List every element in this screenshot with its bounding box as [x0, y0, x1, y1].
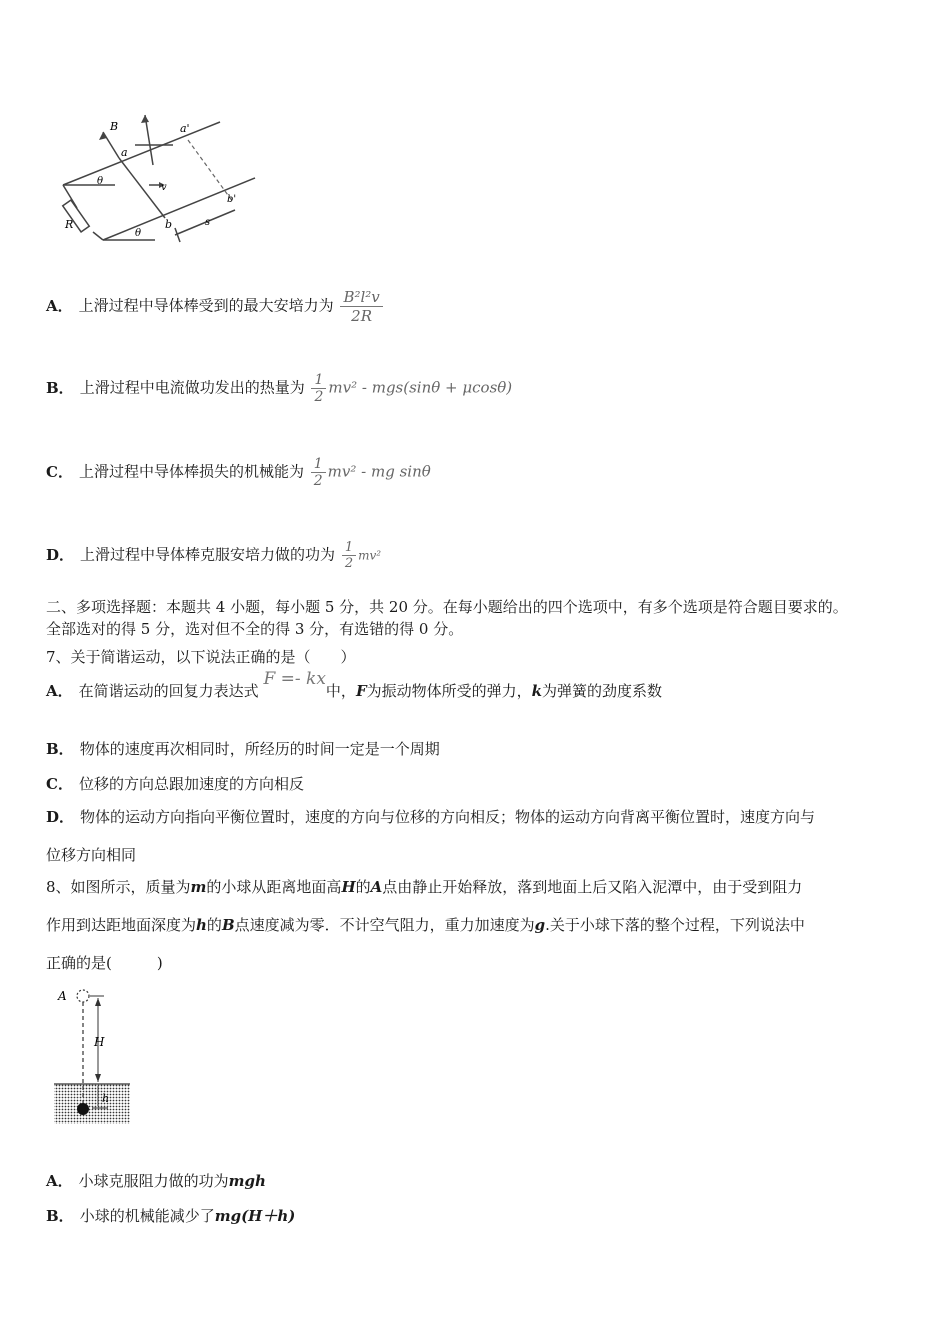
q8-stem: 8、如图所示，质量为m的小球从距离地面高H的A点由静止开始释放，落到地面上后又陷入泥潭中，由于受到阻力 作用到达距地面深度为h的B点速度减为零．不计空气阻力，重力加速度为g.关于小球下落的整个过程，下列说法中 正确的是( ): [46, 878, 805, 972]
ball-mud-figure: [52, 982, 142, 1128]
hooke-formula: F =- kx: [263, 669, 326, 689]
label-B: B: [110, 120, 119, 133]
q7-option-a: A． 在简谐运动的回复力表达式 F =- kx中，F为振动物体所受的弹力，k为弹簧的劲度系数: [46, 669, 663, 700]
fraction-b2l2v-over-2r: $\frac{\text{B²l²v}}{2R}$: [340, 288, 382, 325]
q7-option-c: C． 位移的方向总跟加速度的方向相反: [46, 775, 304, 793]
q8-option-a: A． 小球克服阻力做的功为mgh: [46, 1172, 266, 1190]
label-R: R: [65, 218, 74, 231]
fraction-one-half: $\frac{1}{2}$: [342, 540, 356, 571]
label-a-prime: a': [180, 122, 190, 135]
q6-option-a: A． 上滑过程中导体棒受到的最大安培力为 $\frac{\text{B²l²v}}{2R}$: [46, 288, 385, 325]
section-heading: 二、多项选择题：本题共 4 小题，每小题 5 分，共 20 分。在每小题给出的四个选项中，有多个选项是符合题目要求的。 全部选对的得 5 分，选对但不全的得 3 分，有选错的得 0 分。: [46, 598, 848, 638]
q6-option-d: D． 上滑过程中导体棒克服安培力做的功为 $\frac{1}{2}$ mv²: [46, 540, 382, 571]
q7-stem: 7、关于简谐运动，以下说法正确的是（ ）: [46, 648, 356, 666]
q7-option-d: D． 物体的运动方向指向平衡位置时，速度的方向与位移的方向相反；物体的运动方向背离平衡位置时，速度方向与 位移方向相同: [46, 808, 816, 864]
q7-option-b: B． 物体的速度再次相同时，所经历的时间一定是一个周期: [46, 740, 440, 758]
label-b-prime: b': [227, 194, 237, 205]
fig-label-A: A: [58, 989, 67, 1003]
label-a: a: [121, 146, 128, 159]
q6-option-b: B． 上滑过程中电流做功发出的热量为 $\frac{1}{2}$ mv² - mgs(sinθ + μcosθ): [46, 372, 513, 405]
fig-label-H: H: [94, 1035, 105, 1049]
label-theta-bottom: θ: [135, 228, 142, 239]
incline-rails-figure: [55, 110, 265, 255]
fraction-one-half: $\frac{1}{2}$: [311, 372, 326, 405]
label-v: v: [161, 182, 167, 193]
q6-option-c: C． 上滑过程中导体棒损失的机械能为 $\frac{1}{2}$ mv² - mg sinθ: [46, 456, 431, 489]
label-s: s: [205, 217, 211, 228]
fraction-one-half: $\frac{1}{2}$: [311, 456, 326, 489]
fig-label-h: h: [102, 1092, 110, 1105]
q8-option-b: B． 小球的机械能减少了mg(H＋h): [46, 1207, 296, 1225]
label-theta-top: θ: [97, 176, 104, 187]
label-b: b: [165, 218, 173, 231]
